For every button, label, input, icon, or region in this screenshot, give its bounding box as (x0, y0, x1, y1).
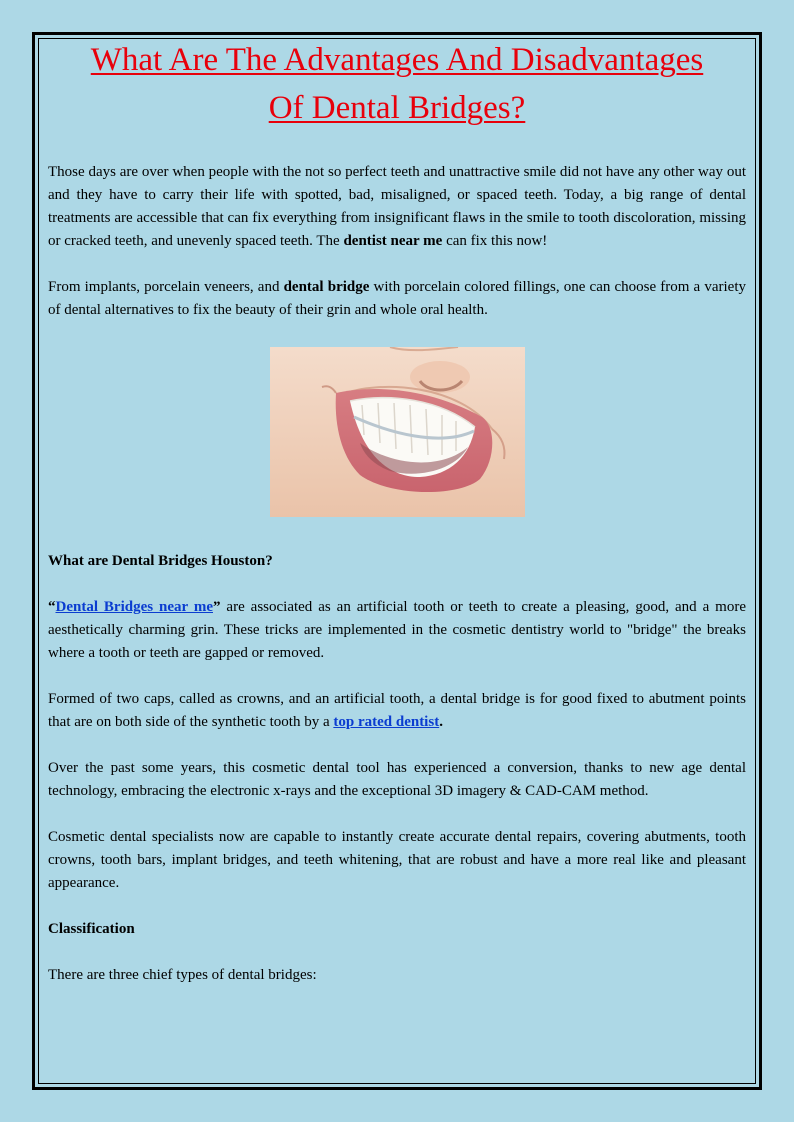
bridge-formation-text: Formed of two caps, called as crowns, and an artificial tooth, a dental bridge is for good fixed to abutment points that are on both side of the synthetic tooth by a (48, 691, 746, 730)
title-line-1: What Are The Advantages And Disadvantages (90, 42, 704, 78)
section-heading-classification (48, 918, 746, 941)
bridge-formation-paragraph (48, 688, 746, 734)
top-rated-dentist-link[interactable]: top rated dentist (333, 714, 440, 730)
implants-text: From implants, porcelain veneers, and (48, 279, 284, 295)
bridges-definition-text: are associated as an artificial tooth or teeth to create a pleasing, good, and a more aesthetically charming grin. These tricks are implemented in the cosmetic dentistry world to "bridge" the breaks where a tooth or teeth are gapped or removed. (48, 599, 746, 661)
heading-what-are-bridges-text: What are Dental Bridges Houston? (48, 553, 273, 569)
title-line-2: Of Dental Bridges? (268, 90, 526, 126)
types-paragraph: There are three chief types of dental bridges: (48, 967, 317, 983)
technology-paragraph: Over the past some years, this cosmetic dental tool has experienced a conversion, thanks to new age dental technology, embracing the electronic x-rays and the exceptional 3D imagery & CAD-CAM method. (48, 760, 746, 799)
implants-text-end: with porcelain colored fillings, one can choose from a variety of dental alternatives to fix the beauty of their grin and whole oral health. (48, 279, 746, 318)
document-body (48, 36, 746, 987)
implants-paragraph (48, 276, 746, 322)
document-title (48, 36, 746, 132)
formation-period: . (439, 714, 443, 730)
section-heading-what-are-bridges (48, 550, 746, 573)
smile-photo (270, 347, 525, 517)
intro-paragraph (48, 161, 746, 253)
dental-bridge-bold: dental bridge (283, 279, 370, 295)
open-quote: “ (48, 599, 56, 615)
close-quote: ” (213, 599, 221, 615)
heading-classification-text: Classification (48, 921, 135, 937)
intro-text: Those days are over when people with the not so perfect teeth and unattractive smile did not have any other way out and they have to carry their life with spotted, bad, misaligned, or spaced teeth. Today, a big range of dental treatments are accessible that can fix everything from insignificant flaws in the smile to tooth discoloration, missing or cracked teeth, and unevenly spaced teeth. The (48, 164, 746, 249)
specialists-paragraph: Cosmetic dental specialists now are capable to instantly create accurate dental repairs, covering abutments, tooth crowns, tooth bars, implant bridges, and teeth whitening, that are robust and have a more real like and pleasant appearance. (48, 829, 746, 891)
intro-text-end: can fix this now! (442, 233, 548, 249)
dental-bridges-near-me-link[interactable]: Dental Bridges near me (55, 599, 213, 615)
bridges-definition-paragraph (48, 596, 746, 665)
intro-bold-keyword: dentist near me (343, 233, 443, 249)
